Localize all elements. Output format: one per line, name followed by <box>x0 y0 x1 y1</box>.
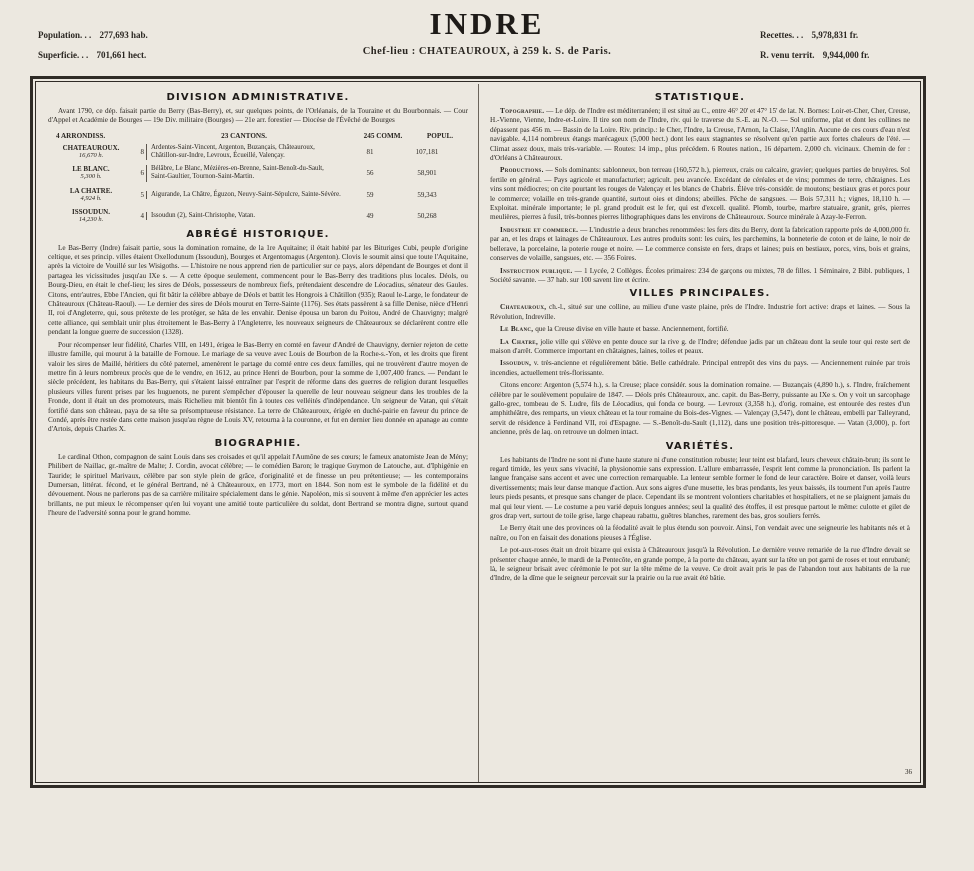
issoudun-paragraph <box>490 359 910 378</box>
col-population: POPUL. <box>426 131 454 140</box>
canton-count: 4 <box>140 211 144 220</box>
productions-paragraph <box>490 166 910 222</box>
arrondissement-name <box>48 208 134 224</box>
issoudun-text: v. très-ancienne et régulièrement bâtie. Belle cathédrale. Principal entrepôt des vins du pays. — Anciennement ruinée par trois incendies, actuellement très-florissante. <box>490 359 910 377</box>
table-row <box>48 165 468 181</box>
villes-title: VILLES PRINCIPALES. <box>629 288 771 300</box>
canton-count: 5 <box>140 190 144 199</box>
col-arrondissements: 4 ARRONDISS. <box>56 131 106 140</box>
productions-text: — Sols dominants: sablonneux, bon terreau (160,572 h.), pierreux, crais ou calcaire, gravier; quelques parties de bruyères. Sol fertile en général. — Pays agricole et manufacturier; agricult. peu avancée. Excédant de céréales et de vins; pommes de terre, châtaignes. Les vins sont médiocres; on cite pourtant les rouges de Valençay et les blancs de Chabris. Élève très-considér. de moutons; bestiaux gras et porcs pour le commerce; volaille en très-grande quantité, surtout oies et dindons; abeilles. Pêche de sangsues. — Bois 57,311 h.; vignes, 18,110 h. — Exploitat. minérale importante; le pl. grand produit est le fer, qui est d'excell. qualité. Plomb, tourbe, marbre statuaire, granit, grès, pierres meulières, pierres à fusil, très-bonnes pierres lithographiques dans les environs de Châteauroux. Source minérale à Azay-le-Ferron. <box>490 166 910 222</box>
arrondissement-name <box>48 144 134 160</box>
recettes-label: Recettes. . . <box>760 30 804 40</box>
table-row <box>48 144 468 160</box>
canton-list: Ardentes-Saint-Vincent, Argenton, Buzançais, Châteauroux, Châtillon-sur-Indre, Levroux, Écueillé, Valençay. <box>146 144 341 160</box>
page-subtitle: Chef-lieu : CHATEAUROUX, à 259 k. S. de Paris. <box>362 46 612 57</box>
arrondissement-pop: 4,924 h. <box>80 194 102 202</box>
blanc-text: que la Creuse divise en ville haute et basse. Anciennement, fortifié. <box>535 325 729 334</box>
chateauroux-text: ch.-l., situé sur une colline, au milieu d'une vaste plaine, près de l'Indre. Industrie fort active: draps et laines. — Sous la Révolution, Indreville. <box>490 303 910 321</box>
arrondissement-name <box>48 165 134 181</box>
revenu-label: R. venu territ. <box>760 50 815 60</box>
communes-value: 59 <box>366 190 374 199</box>
abrege-title: ABRÉGÉ HISTORIQUE. <box>186 228 330 240</box>
right-column <box>490 90 910 780</box>
population-label: Population. . . <box>38 30 92 40</box>
communes-value: 81 <box>366 148 374 157</box>
chateauroux-paragraph <box>490 303 910 322</box>
abrege-paragraph-2: Pour récompenser leur fidélité, Charles VIII, en 1491, érigea le Bas-Berry en comté en faveur d'André de Chauvigny, dernier rejeton de cette illustre famille, qui mourut à la bataille de Fornoue. Le mariage de sa veuve avec Louis de Bourbon de la Roche-s.-Yon, et les droits que firent valoir les sires de Maillé, héritiers du côté paternel, amenèrent le partage du comté entre ces deux familles, qui ne trouvèrent d'autre moyen de mettre fin à leurs nombreux procès que de le vendre, en 1612, au prince Henri de Bourbon, pour la somme de 1,007,400 francs. — Pendant le siècle précédent, les habitans du Bas-Berry, qui s'étaient laissé entraîner par l'esprit de réforme dans des guerres de religion durant lesquelles plusieurs villes furent prises par les huguenots, ne purent s'empêcher d'épouser la querelle de leur nouveau seigneur dans les troubles de la Fronde, dont il était un des promoteurs, mais Richelieu mit bientôt fin à toutes ces velléités d'indépendance. Un seigneur de Vatan, qui s'était fortifié dans son château, paya de sa tête sa présomptueuse résistance. La terre de Châteauroux, érigée en duché-pairie en faveur du prince de Condé, après être restée dans cette maison jusqu'au règne de Louis XV, retourna à la couronne, et fut en dernier lieu donnée en apanage au comte d'Artois, depuis Charles X. <box>48 340 468 434</box>
communes-value: 56 <box>366 169 374 178</box>
biographie-title: BIOGRAPHIE. <box>214 437 302 449</box>
varietes-paragraph-1: Les habitants de l'Indre ne sont ni d'une haute stature ni d'une constitution robuste; leur teint est blafard, leurs cheveux châtain-brun; ils sont le regard timide, les yeux sans vivacité, la physionomie sans expression. L'allure embarrassée, l'esprit lent comme la prononciation. Ils parlent la langue française sans accent et avec une correction remarquable. La lenteur semble former le fond de leur caractère. Boire et danser, voilà leurs divertissements; mais leur danse manque d'action. Aux sons aigres d'une musette, les bras pendants, les yeux baissés, ils tournent l'un après l'autre leurs pieds pesants, et presque sans changer de place. Cependant ils se montrent volontiers charitables et hospitaliers, et ne se plaignent jamais du mal qui leur vient. — Le costume a peu varié depuis longues années; seul la qualité des étoffes, il est presque partout le même: culotte et gilet de gros drap vert, surtout de toile grise, large chapeau rabattu, guêtres blanches, rarement des bas, gros souliers ferrés. <box>490 455 910 521</box>
canton-list: Issoudun (2), Saint-Christophe, Vatan. <box>146 212 341 220</box>
arrondissement-pop: 16,670 h. <box>78 152 104 160</box>
arrondissement-table-header <box>48 132 468 140</box>
table-row <box>48 208 468 224</box>
canton-count: 8 <box>140 148 144 157</box>
arrondissement-label: LE BLANC. <box>72 165 110 174</box>
arrondissement-name <box>48 187 134 203</box>
citons-paragraph: Citons encore: Argenton (5,574 h.), s. la Creuse; place considér. sous la domination romaine. — Buzançais (4,890 h.), s. l'Indre, fraîchement célèbre par le soulèvement populaire de 1847. — Déols près Châteauroux, anc. capit. du Bas-Berry, puissante au IXe s. On y voit un sarcophage gallo-grec, tombeau de S. Ludre, fils de Léocadius, qui fonda ce bourg. — Levroux (3,358 h.), d'orig. romaine, est entourée des restes d'un amphithéâtre, des remparts, un vieux château et la tour romaine du Bois-des-Vignes. — Valençay (3,547), dont le château, embelli par Talleyrand, servit de résidence à Ferdinand VII, roi d'Espagne. — S.-Benoît-du-Sault (1,112), dans une position très-pittoresque. — Vatan (3,000), p. fort ancienne, près de laq. on retrouve un dolmen intact. <box>490 381 910 437</box>
population-value: 58,901 <box>417 169 437 178</box>
topographie-text: — Le dép. de l'Indre est méditerranéen; il est situé au C., entre 46° 20' et 47° 15' de lat. N. Bornes: Loir-et-Cher, Cher, Creuse, H.-Vienne, Vienne, Indre-et-Loire. Il tire son nom de l'Indre, riv. qui le traverse du S.-E. au N.-O. — Sol uniforme, plat et dont les collines ne dépassent pas 456 m. — Bassin de la Loire. Riv. princip.: le Cher, l'Indre, la Creuse, l'Arnon, la Claise, l'Anglin. Aucune de ces cours d'eau n'est navigable. 4,114 nombreux étangs marécageux (5,000 hect.) dont les eaux stagnantes se résolvent qu'en partie aux fortes chaleurs de l'été. — Climat assez doux, mais très-variable. — Routes: 14 imp., plus précédem. 6 Routes nation., 16 départem. 2,000 ch. vicinaux. Chemin de fer : d'Orléans à Châteauroux. <box>490 107 910 163</box>
industrie-lead: Industrie et commerce. <box>500 225 579 234</box>
statistique-title: STATISTIQUE. <box>654 92 746 103</box>
col-cantons: 23 CANTONS. <box>221 131 267 140</box>
instruction-lead: Instruction publique. <box>500 266 573 275</box>
topographie-paragraph <box>490 107 910 163</box>
arrondissement-label: LA CHATRE. <box>69 186 113 195</box>
arrondissement-label: CHATEAUROUX. <box>62 144 120 153</box>
population-value: 277,693 hab. <box>99 30 148 40</box>
instruction-paragraph <box>490 267 910 286</box>
arrondissement-label: ISSOUDUN. <box>72 207 110 216</box>
division-title: DIVISION ADMINISTRATIVE. <box>166 92 350 103</box>
superficie-label: Superficie. . . <box>38 50 89 60</box>
instruction-text: — 1 Lycée, 2 Collèges. Écoles primaires: 234 de garçons ou mixtes, 78 de filles. 1 Séminaire, 2 Bibl. publiques, 1 Société savante. — 37 hab. sur 100 savent lire et écrire. <box>490 266 910 284</box>
population-value: 59,343 <box>417 190 437 199</box>
canton-list: Aigurande, La Châtre, Éguzon, Neuvy-Saint-Sépulcre, Sainte-Sévère. <box>146 191 341 199</box>
industrie-paragraph <box>490 226 910 264</box>
population-value: 107,181 <box>415 148 439 157</box>
canton-count: 6 <box>140 169 144 178</box>
chatre-text: jolie ville qui s'élève en pente douce sur la rive g. de l'Indre; défendue jadis par un château dont la seule tour qui reste sert de maison d'arrêt. Commerce important en châtaignes, laines, toiles et peaux. <box>490 337 910 355</box>
issoudun-lead: Issoudun, <box>500 359 532 368</box>
page-number: 36 <box>905 768 912 776</box>
industrie-text: — L'industrie a deux branches renommées: les fers dits du Berry, dont la fabrication rapporte près de 4,000,000 fr. par an, et les draps et lainages de Châteauroux. Les autres produits sont: les cuirs, les parchemins, la bonneterie de coton et de laine, le noir de bellerave, la porcelaine, la poterie rouge et noire. — Le commerce consiste en fers, draps et laines; puis en bestiaux, porcs, vins, bois et grains, conserves de volaille, sangsues, etc. — 356 Foires. <box>490 225 910 263</box>
biographie-paragraph: Le cardinal Othon, compagnon de saint Louis dans ses croisades et qu'il appelait l'Aumône de ses cœurs; le fameux anatomiste Jean de Mény; Philibert de Naillac, gr.-maître de Malte; J. Cordin, avocat célèbre; — le comédien Baron; le tragique Guymon de Latouche, aut. d'Iphigénie en Tauride; le spirituel Marivaux, célèbre par son style plein de grâce, d'originalité et de finesse un peu prétentieuse; — les contemporains Dumersan, littérat. fécond, et le général Bertrand, né à Châteauroux, en 1773, mort en 1844. Son nom est le symbole de la fidélité et du dévouement. Nous ne parlerons pas de sa carrière militaire spécialement dans le génie. Napoléon, mis si souvent à même d'en apprécier les actes brillants, ne put mieux le récompenser qu'en lui voyant une amitié toute particulière du soldat, dont Bertrand se montra digne, surtout quand l'heure de l'adversité sonna pour le grand homme. <box>48 452 468 518</box>
varietes-title: VARIÉTÉS. <box>665 440 735 452</box>
population-value: 50,268 <box>417 211 437 220</box>
chatre-paragraph <box>490 338 910 357</box>
superficie-value: 701,661 hect. <box>96 50 147 60</box>
arrondissement-pop: 5,300 h. <box>80 173 102 181</box>
division-intro: Avant 1790, ce dép. faisait partie du Berry (Bas-Berry), et, sur quelques points, de l'Orléanais, de la Touraine et du Bourbonnais. — Cour d'Appel et Académie de Bourges — 19e Div. militaire (Bourges) — 21e arr. forestier — Diocèse de l'Évêché de Bourges <box>48 107 468 125</box>
blanc-lead: Le Blanc, <box>500 325 534 334</box>
table-row <box>48 187 468 203</box>
abrege-paragraph-1: Le Bas-Berry (Indre) faisait partie, sous la domination romaine, de la 1re Aquitaine; il était habité par les Bituriges Cubi, peuple d'origine celtique, et ses princip. villes étaient Oxellodunum (Issoudun), Bourges et Argentomagus (Argenton). Clovis le soumit ainsi que toute l'Aquitaine, après la victoire de Vouillé sur les Wisigoths. — L'histoire ne nous apprend rien de particulier sur ce pays, alors dépendant de Bourges et dont il partagea les vicissitudes jusqu'au IXe s. — A cette époque seulement, commencent pour le Bas-Berry des traditions plus locales. Déols, ou Bourg-Dieu, en était le chef-lieu; les sires de Déols, possesseurs de nombreux fiefs, prétendaient descendre de Léocadius, sénateur des Gaules. Citons, entr'autres, Ebbe l'Ancien, qui fit bâtir la célèbre abbaye de Déols et battit les Hongrois à Châtillon (935); Raoul le-Large, le fondateur de Châteauroux (Château-Raoul). — Le dernier des sires de Déols mourut en Terre-Sainte (1176). Ses états passèrent à sa fille Denise, nièce d'Henri II, roi d'Angleterre, qui, sous prétexte de les protéger, se hâta de les envahir. Denise épousa un baron du Poitou, André de Chauvigny; malgré cette alliance, qui semblait unir plus étroitement le Bas-Berry à l'Angleterre, les nouveaux seigneurs de Châteauroux se déclarèrent contre elle pendant la longue guerre de succession (1328). <box>48 243 468 337</box>
canton-list: Bélâbre, Le Blanc, Mézières-en-Brenne, Saint-Benoît-du-Sault, Saint-Gaultier, Tournon-Saint-Martin. <box>146 165 341 181</box>
revenu-value: 9,944,000 fr. <box>822 50 870 60</box>
topographie-lead: Topographie. <box>500 107 545 115</box>
chatre-lead: La Chatre, <box>500 337 539 346</box>
page-title: INDRE <box>429 6 545 41</box>
chateauroux-lead: Chateauroux, <box>500 303 547 312</box>
arrondissement-pop: 14,230 h. <box>78 215 104 223</box>
communes-value: 49 <box>366 211 374 220</box>
recettes-value: 5,978,831 fr. <box>811 30 859 40</box>
varietes-paragraph-2: Le Berry était une des provinces où la féodalité avait le plus étendu son pouvoir. Ainsi, l'on vendait avec une seigneurie les habitants nés et à naître, ou l'on en faisait des donations pieuses à l'Église. <box>490 524 910 542</box>
col-communes: 245 COMM. <box>363 131 403 140</box>
varietes-paragraph-3: Le pot-aux-roses était un droit bizarre qui exista à Châteauroux jusqu'à la Révolution. Le dernière veuve remariée de la rue d'Indre devait se présenter chaque année, le mardi de la Pentecôte, en grande pompe, à la porte du château, ayant sur la tête un pot garni de roses et tout enrubané; là, le seigneur brisait avec cérémonie le pot sur la tête même de la veuve. Ce droit avait pris le pas de l'abandon tout aux habitants de la rue d'Indre, de la dîme que le seigneur percevait sur la prairie ou la rue avait été bâtie. <box>490 546 910 583</box>
blanc-paragraph <box>490 325 910 334</box>
column-divider <box>478 84 479 782</box>
left-column <box>48 90 468 780</box>
productions-lead: Productions. <box>500 166 544 175</box>
